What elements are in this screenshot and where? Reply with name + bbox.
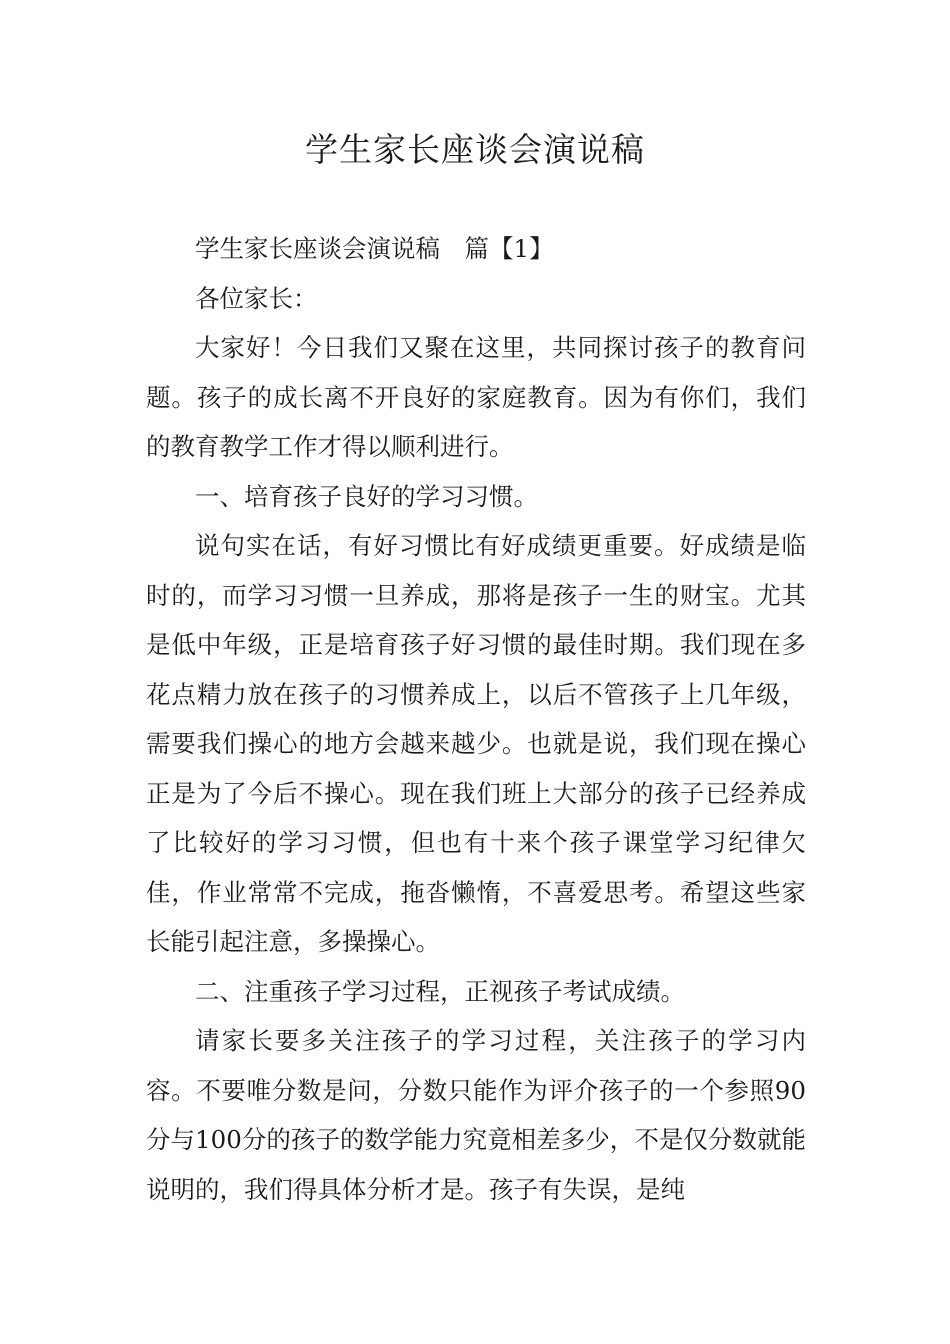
paragraph: 大家好！今日我们又聚在这里，共同探讨孩子的教育问题。孩子的成长离不开良好的家庭教育。因为有你们，我们的教育教学工作才得以顺利进行。 (146, 333, 806, 461)
document-title: 学生家长座谈会演说稿 (305, 130, 645, 169)
subheading: 二、注重孩子学习过程，正视孩子考试成绩。 (195, 976, 685, 1006)
salutation: 各位家长： (195, 283, 318, 313)
paragraph: 请家长要多关注孩子的学习过程，关注孩子的学习内容。不要唯分数是问，分数只能作为评介孩子的一个参照90分与100分的孩子的数学能力究竟相差多少，不是仅分数就能说明的，我们得具体分析才是。孩子有失误，是纯 (146, 1026, 806, 1204)
document-body (146, 224, 806, 1214)
paragraph: 说句实在话，有好习惯比有好成绩更重要。好成绩是临时的，而学习习惯一旦养成，那将是孩子一生的财宝。尤其是低中年级，正是培育孩子好习惯的最佳时期。我们现在多花点精力放在孩子的习惯养成上，以后不管孩子上几年级，需要我们操心的地方会越来越少。也就是说，我们现在操心正是为了今后不操心。现在我们班上大部分的孩子已经养成了比较好的学习习惯，但也有十来个孩子课堂学习纪律欠佳，作业常常不完成，拖沓懒惰，不喜爱思考。希望这些家长能引起注意，多操操心。 (146, 531, 806, 956)
subheading: 一、培育孩子良好的学习习惯。 (195, 481, 538, 511)
section-heading: 学生家长座谈会演说稿 篇【1】 (195, 234, 554, 263)
